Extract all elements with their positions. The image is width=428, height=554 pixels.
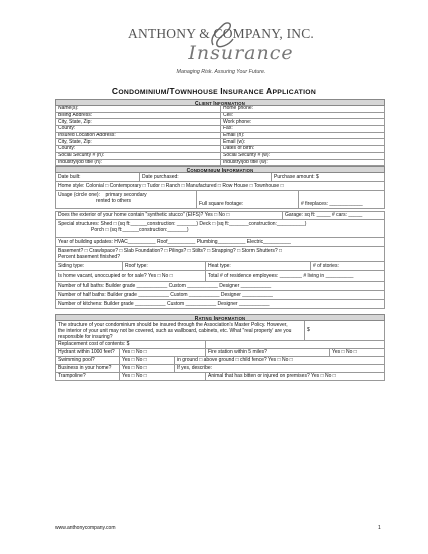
replacement-cost-row <box>55 341 385 349</box>
hydrant-yes-no[interactable]: Yes □ No □ <box>120 349 206 356</box>
stories-field[interactable]: # of stories: <box>313 262 339 269</box>
fireplaces-field[interactable]: # fireplaces: ____________ <box>301 201 363 208</box>
foundation-field[interactable] <box>56 247 384 261</box>
pool-row <box>55 357 385 365</box>
client-info-row <box>55 139 385 146</box>
client-field[interactable]: City, State, Zip: <box>56 139 221 145</box>
master-policy-row <box>55 321 385 341</box>
kitchens-field[interactable]: Number of kitchens: Builder grade ___________ Custom ___________ Designer ___________ <box>58 300 270 307</box>
dates-row <box>55 173 385 182</box>
client-field[interactable]: Name(s): <box>56 106 221 112</box>
half-baths-field[interactable]: Number of half baths: Builder grade ___________ Custom ___________ Designer ___________ <box>58 291 273 298</box>
foundation-row <box>55 247 385 262</box>
residence-employees-field[interactable]: Total # of residence employees: ________ # living in __________ <box>208 272 354 279</box>
usage-row <box>55 191 385 209</box>
garage-field[interactable]: Garage: sq ft: _____ # cars: _____ <box>285 212 363 219</box>
client-information-heading: CLIENT INFORMATION <box>55 99 385 106</box>
footer-website: www.anthonycompany.com <box>55 525 116 531</box>
kitchens-row <box>55 300 385 309</box>
pool-label: Swimming pool? <box>56 357 120 364</box>
pool-options[interactable]: in ground □ above ground □ child fence? Yes □ No □ <box>177 357 293 364</box>
usage-option-primary-secondary[interactable]: primary secondary <box>105 192 147 199</box>
full-baths-field[interactable]: Number of full baths: Builder grade ___________ Custom ___________ Designer ___________ <box>58 282 272 289</box>
usage-field[interactable] <box>56 191 197 208</box>
full-square-footage-field[interactable]: Full square footage: <box>197 191 299 208</box>
hydrant-label: Hydrant within 1000 feet? <box>56 349 120 356</box>
usage-option-rented[interactable]: rented to others <box>96 198 132 205</box>
client-field[interactable]: Social Security # (w): <box>223 152 270 159</box>
special-structures-porch[interactable]: Porch □ (sq ft:______construction:_______) <box>91 227 189 234</box>
business-description-field[interactable]: If yes, describe: <box>177 365 213 372</box>
vacant-field[interactable]: Is home vacant, unoccupied or for sale? Yes □ No □ <box>56 271 206 281</box>
hydrant-row <box>55 349 385 357</box>
client-field[interactable]: Work phone: <box>223 119 252 125</box>
special-structures-field[interactable] <box>56 220 384 237</box>
client-info-row <box>55 133 385 140</box>
trampoline-yes-no[interactable]: Yes □ No □ <box>120 373 206 380</box>
client-field[interactable]: Social Security # (h): <box>56 153 221 159</box>
roof-type-field[interactable]: Roof type: <box>123 262 206 270</box>
client-field[interactable]: Industry/job title (h): <box>56 160 221 166</box>
business-label: Business in your home? <box>56 365 120 372</box>
master-policy-question: The structure of your condominium should be insured through the Association's Master Policy. However, the interior of your unit may not be covered, such as wallboard, cabinets, etc. What "real property' are you responsible for insuring? <box>56 321 305 340</box>
trampoline-label: Trampoline? <box>56 373 120 380</box>
client-field[interactable]: Billing Address: <box>56 113 221 119</box>
client-field[interactable]: Email (h): <box>223 132 245 139</box>
business-row <box>55 365 385 373</box>
page-number: 1 <box>378 525 381 531</box>
client-field[interactable]: City, State, Zip: <box>56 119 221 125</box>
animal-bite-field[interactable]: Animal that has bitten or injured on premises? Yes □ No □ <box>208 373 336 380</box>
client-field[interactable]: Insured Location Address: <box>56 133 221 139</box>
fire-station-label: Fire station within 5 miles? <box>206 349 330 356</box>
fire-station-yes-no[interactable]: Yes □ No □ <box>332 349 357 356</box>
date-built-field[interactable]: Date built: <box>56 173 140 181</box>
occupancy-row <box>55 271 385 282</box>
client-field[interactable]: County: <box>56 146 221 152</box>
client-info-row <box>55 146 385 153</box>
siding-type-field[interactable]: Siding type: <box>56 262 123 270</box>
date-purchased-field[interactable]: Date purchased: <box>140 173 272 181</box>
replacement-cost-field[interactable]: Replacement cost of contents: $ <box>56 341 206 348</box>
client-info-row <box>55 106 385 113</box>
client-field[interactable]: Cell: <box>223 112 234 119</box>
document-title: CONDOMINIUM/TOWNHOUSE INSURANCE APPLICATION <box>111 86 317 96</box>
building-updates-field[interactable]: Year of building updates: HVAC__________ Roof__________ Plumbing__________ Electric__________ <box>58 238 291 245</box>
replacement-cost-blank <box>206 341 384 348</box>
application-form <box>55 99 385 381</box>
client-field[interactable]: Email (w): <box>223 139 246 145</box>
logo-tagline: Managing Risk. Assuring Your Future. <box>176 69 266 75</box>
home-style-row <box>55 182 385 191</box>
usage-label: Usage (circle one): <box>58 192 100 199</box>
full-baths-row <box>55 282 385 291</box>
logo-company-name: ANTHONY & COMPANY, INC. <box>128 26 314 41</box>
foundation-options[interactable]: Basement? □ Crawlspace? □ Slab Foundation? □ Pilings? □ Stilts? □ Strapping? □ Storm Shutters? □ <box>58 248 283 255</box>
logo-script-text: Insurance <box>188 42 294 64</box>
home-style-field[interactable]: Home style: Colonial □ Contemporary □ Tudor □ Ranch □ Manufactured □ Row House □ Townhouse □ <box>58 182 284 189</box>
client-field[interactable]: Home phone: <box>223 106 254 112</box>
client-field[interactable]: Industry/job title (w): <box>223 159 268 165</box>
half-baths-row <box>55 291 385 300</box>
trampoline-row <box>55 373 385 381</box>
rating-information-heading: RATING INFORMATION <box>55 314 385 321</box>
special-structures-row <box>55 220 385 238</box>
client-field[interactable]: County: <box>56 126 221 132</box>
client-information-rows <box>55 106 385 166</box>
percent-basement-finished[interactable]: Percent basement finished? <box>58 254 120 261</box>
business-yes-no[interactable]: Yes □ No □ <box>120 365 175 372</box>
building-updates-row <box>55 238 385 247</box>
condominium-information-heading: CONDOMINIUM INFORMATION <box>55 166 385 173</box>
heat-type-field[interactable]: Heat type: <box>206 262 311 270</box>
client-info-row <box>55 113 385 120</box>
client-info-row <box>55 119 385 126</box>
special-structures-shed-deck[interactable]: Special structures: Shed □ (sq ft:______construction: _______) Deck □ (sq ft:_______construction:__________) <box>58 221 307 228</box>
client-info-row <box>55 153 385 160</box>
pool-yes-no[interactable]: Yes □ No □ <box>120 357 175 364</box>
client-info-row <box>55 126 385 133</box>
construction-types-row <box>55 262 385 271</box>
stucco-row <box>55 211 385 220</box>
synthetic-stucco-field[interactable]: Does the exterior of your home contain "synthetic stucco" (EIFS)? Yes □ No □ <box>56 212 283 219</box>
client-field[interactable]: Fax: <box>223 126 233 132</box>
purchase-amount-field[interactable]: Purchase amount: $ <box>274 173 319 180</box>
client-info-row <box>55 160 385 167</box>
real-property-amount-field[interactable]: $ <box>307 327 310 334</box>
client-field[interactable]: Dates of birth: <box>223 146 255 152</box>
company-logo <box>126 22 316 78</box>
